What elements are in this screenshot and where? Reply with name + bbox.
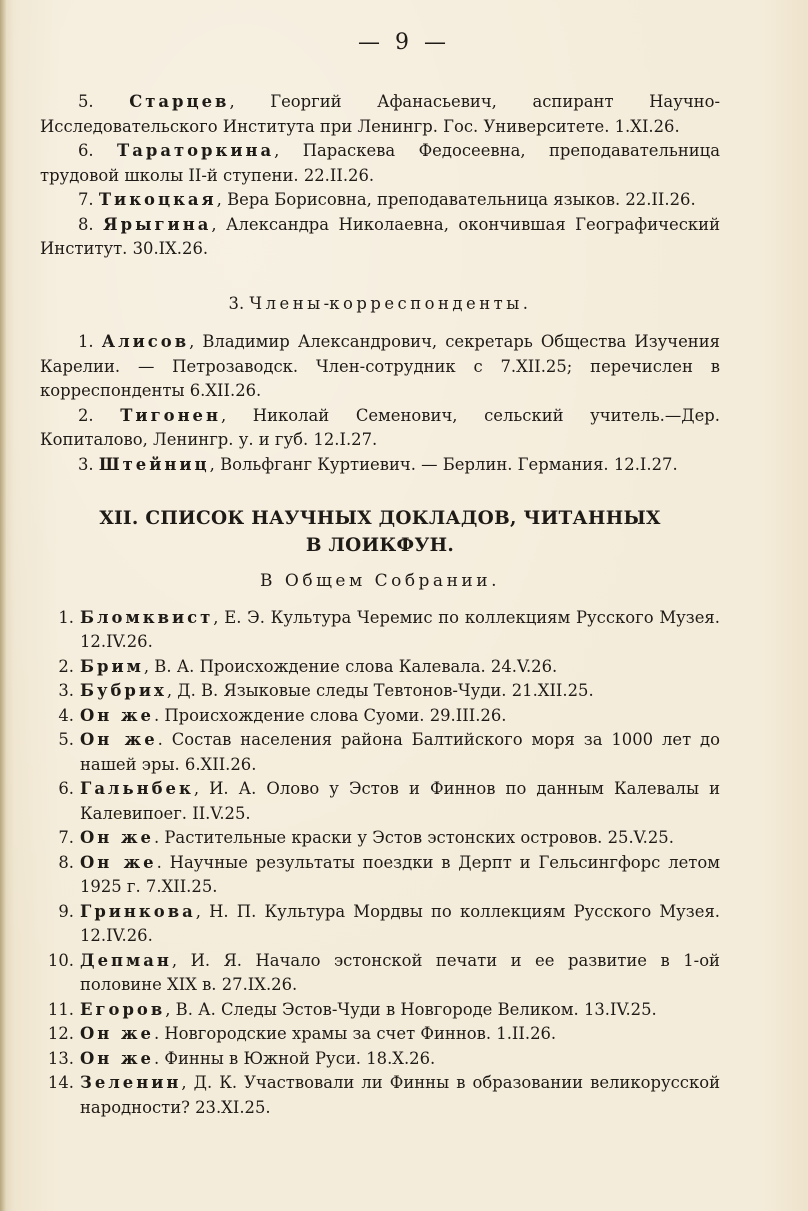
report-item	[40, 655, 720, 680]
report-text: . Финны в Южной Руси. 18.X.26.	[153, 1048, 436, 1068]
report-number: 14.	[47, 1073, 74, 1092]
report-number: 13.	[47, 1048, 74, 1068]
report-author: Гальнбек	[80, 779, 194, 798]
report-author: Брим	[80, 656, 144, 676]
report-item	[40, 1047, 720, 1072]
report-item	[40, 949, 720, 998]
correspondent-entry: 2. Тигонен, Николай Семенович, сельский учитель.—Дер. Копиталово, Ленингр. у. и губ. 12.I.27.	[40, 405, 720, 449]
report-number: 2.	[58, 656, 74, 676]
report-text: , В. А. Следы Эстов-Чуди в Новгороде Великом. 13.IV.25.	[165, 999, 657, 1019]
report-number: 8.	[58, 852, 74, 872]
report-author: Зеленин	[80, 1073, 182, 1092]
report-list	[40, 606, 720, 1121]
report-number: 4.	[58, 705, 74, 725]
report-item	[40, 998, 720, 1023]
report-author: Он же	[80, 1024, 154, 1043]
report-item	[40, 777, 720, 826]
member-entry: 6. Тараторкина, Параскева Федосеевна, преподавательница трудовой школы II-й ступени. 22.II.26.	[40, 141, 720, 185]
subsection-heading-correspondents: 3. Члены-корреспонденты.	[228, 293, 532, 313]
report-author: Он же	[80, 852, 157, 872]
report-item	[40, 851, 720, 900]
report-number: 12.	[47, 1024, 74, 1043]
report-text: , Д. В. Языковые следы Тевтонов-Чуди. 21.XII.25.	[166, 681, 594, 700]
report-item	[40, 900, 720, 949]
correspondent-entry: 3. Штейниц, Вольфганг Куртиевич. — Берлин. Германия. 12.I.27.	[78, 454, 678, 474]
member-entry: 8. Ярыгина, Александра Николаевна, окончившая Географический Институт. 30.IX.26.	[40, 214, 720, 258]
report-author: Он же	[80, 1048, 154, 1068]
report-text: . Состав населения района Балтийского моря за 1000 лет до нашей эры. 6.XII.26.	[80, 730, 720, 774]
report-author: Он же	[80, 828, 154, 847]
report-author: Он же	[80, 730, 158, 749]
report-text: , Е. Э. Культура Черемис по коллекциям Русского Музея. 12.IV.26.	[80, 607, 720, 651]
report-text: , Д. К. Участвовали ли Финны в образовании великорусской народности? 23.XI.25.	[80, 1073, 720, 1117]
report-text: . Происхождение слова Суоми. 29.III.26.	[153, 705, 507, 725]
report-text: . Растительные краски у Эстов эстонских островов. 25.V.25.	[153, 828, 674, 847]
report-text: , И. А. Олово у Эстов и Финнов по данным Калевалы и Калевипоег. II.V.25.	[80, 779, 720, 823]
report-text: , В. А. Происхождение слова Калевала. 24.V.26.	[143, 656, 558, 676]
report-number: 5.	[58, 730, 74, 749]
book-spine-shadow	[0, 0, 6, 1211]
correspondent-entry: 1. Алисов, Владимир Александрович, секретарь Общества Изучения Карелии. — Петрозаводск. Член-сотрудник с 7.XII.25; перечислен в корреспонденты 6.XII.26.	[40, 332, 720, 400]
report-author: Егоров	[80, 999, 166, 1019]
report-number: 6.	[58, 779, 74, 798]
report-item	[40, 606, 720, 655]
member-entry: 7. Тикоцкая, Вера Борисовна, преподавательница языков. 22.II.26.	[78, 190, 696, 209]
report-item	[40, 1022, 720, 1047]
report-author: Гринкова	[80, 901, 196, 921]
report-number: 11.	[47, 999, 74, 1019]
report-item	[40, 1071, 720, 1120]
report-author: Бломквист	[80, 607, 214, 627]
report-item	[40, 679, 720, 704]
report-number: 10.	[47, 950, 74, 970]
section-title: XII. СПИСОК НАУЧНЫХ ДОКЛАДОВ, ЧИТАННЫХ В ЛОИКФУН.	[99, 508, 661, 556]
section-subtitle: В Общем Собрании.	[260, 571, 500, 591]
report-item	[40, 826, 720, 851]
member-entry: 5. Старцев, Георгий Афанасьевич, аспирант Научно-Исследовательского Института при Ленингр. Гос. Университете. 1.XI.26.	[40, 92, 720, 136]
report-text: , И. Я. Начало эстонской печати и ее развитие в 1-ой половине XIX в. 27.IX.26.	[80, 950, 720, 994]
report-text: . Научные результаты поездки в Дерпт и Гельсингфорс летом 1925 г. 7.XII.25.	[80, 852, 720, 896]
report-number: 1.	[58, 607, 74, 627]
page-body	[40, 90, 720, 1120]
report-author: Бубрих	[80, 681, 167, 700]
report-text: . Новгородские храмы за счет Финнов. 1.II.26.	[153, 1024, 557, 1043]
report-item	[40, 728, 720, 777]
report-number: 3.	[58, 681, 74, 700]
report-number: 9.	[58, 901, 74, 921]
report-text: , Н. П. Культура Мордвы по коллекциям Русского Музея. 12.IV.26.	[80, 901, 720, 945]
report-number: 7.	[58, 828, 74, 847]
report-author: Депман	[80, 950, 172, 970]
page-number: — 9 —	[358, 30, 450, 55]
report-author: Он же	[80, 705, 154, 725]
report-item	[40, 704, 720, 729]
